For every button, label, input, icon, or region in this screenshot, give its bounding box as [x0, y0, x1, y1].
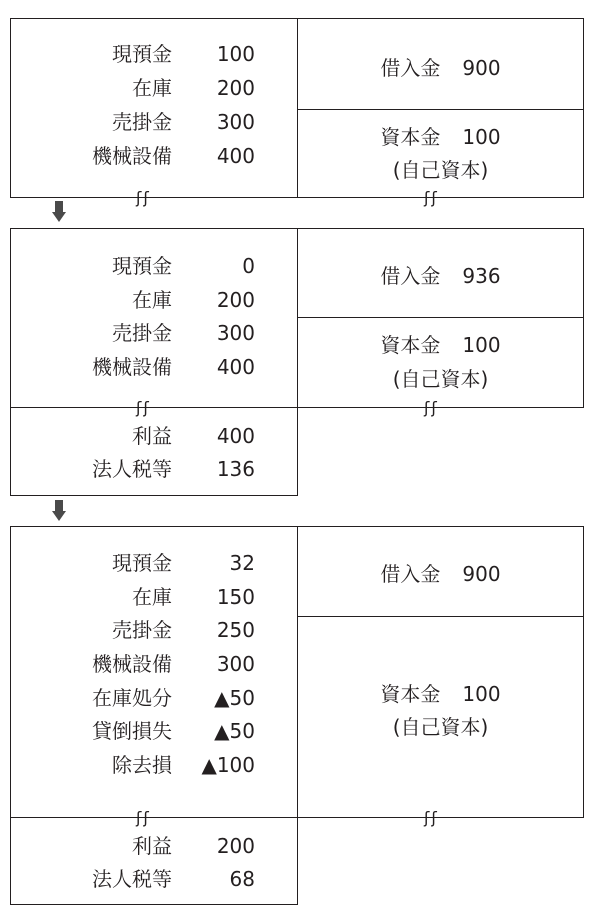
panel2-equity [297, 333, 584, 357]
asset-value: 300 [216, 652, 255, 676]
panel2-equity-box [297, 317, 584, 408]
panel1-liability [297, 56, 584, 80]
equity-label: 資本金 [380, 333, 441, 357]
income-value: 400 [216, 424, 255, 448]
income-value: 136 [216, 457, 255, 481]
asset-label: 現預金 [112, 254, 172, 278]
panel3-equity-note: (自己資本) [392, 715, 489, 739]
wave-break-icon: ʃʃ [424, 188, 439, 207]
asset-value: 32 [229, 551, 255, 575]
asset-value: ▲100 [201, 753, 255, 777]
asset-label: 現預金 [112, 42, 172, 66]
panel1-equity [297, 125, 584, 149]
wave-break-icon: ʃʃ [136, 398, 151, 417]
asset-value: 200 [216, 288, 255, 312]
asset-value: 400 [216, 144, 255, 168]
panel1-equity-note: (自己資本) [392, 158, 489, 182]
asset-label: 除去損 [112, 753, 172, 777]
panel1-equity-box [297, 109, 584, 198]
equity-value: 100 [462, 125, 501, 149]
wave-break-icon: ʃʃ [136, 188, 151, 207]
asset-value: 0 [242, 254, 255, 278]
asset-label: 現預金 [112, 551, 172, 575]
income-value: 200 [216, 834, 255, 858]
down-arrow-icon [52, 500, 66, 522]
asset-value: 200 [216, 76, 255, 100]
income-value: 68 [229, 867, 255, 891]
asset-label: 在庫 [132, 288, 172, 312]
asset-label: 機械設備 [92, 144, 172, 168]
panel3-equity [297, 682, 584, 706]
panel2-liability [297, 264, 584, 288]
equity-value: 100 [462, 682, 501, 706]
equity-value: 100 [462, 333, 501, 357]
asset-value: 300 [216, 321, 255, 345]
asset-value: 150 [216, 585, 255, 609]
liability-label: 借入金 [380, 56, 441, 80]
asset-label: 機械設備 [92, 355, 172, 379]
asset-value: 300 [216, 110, 255, 134]
liability-label: 借入金 [380, 264, 441, 288]
asset-label: 在庫処分 [92, 686, 172, 710]
income-label: 利益 [132, 424, 172, 448]
asset-label: 売掛金 [112, 110, 172, 134]
liability-value: 900 [462, 562, 501, 586]
panel3-income-box [10, 817, 298, 905]
asset-value: ▲50 [214, 686, 255, 710]
asset-label: 貸倒損失 [92, 719, 172, 743]
panel3-liability [297, 562, 584, 586]
income-label: 法人税等 [92, 867, 172, 891]
income-label: 法人税等 [92, 457, 172, 481]
asset-value: 400 [216, 355, 255, 379]
liability-value: 936 [462, 264, 501, 288]
panel2-income-box [10, 407, 298, 496]
wave-break-icon: ʃʃ [136, 808, 151, 827]
wave-break-icon: ʃʃ [424, 398, 439, 417]
equity-label: 資本金 [380, 125, 441, 149]
asset-label: 在庫 [132, 76, 172, 100]
equity-label: 資本金 [380, 682, 441, 706]
asset-label: 売掛金 [112, 321, 172, 345]
liability-value: 900 [462, 56, 501, 80]
asset-value: ▲50 [214, 719, 255, 743]
asset-value: 100 [216, 42, 255, 66]
asset-label: 在庫 [132, 585, 172, 609]
liability-label: 借入金 [380, 562, 441, 586]
wave-break-icon: ʃʃ [424, 808, 439, 827]
asset-label: 機械設備 [92, 652, 172, 676]
asset-value: 250 [216, 618, 255, 642]
income-label: 利益 [132, 834, 172, 858]
down-arrow-icon [52, 201, 66, 223]
asset-label: 売掛金 [112, 618, 172, 642]
panel2-equity-note: (自己資本) [392, 367, 489, 391]
